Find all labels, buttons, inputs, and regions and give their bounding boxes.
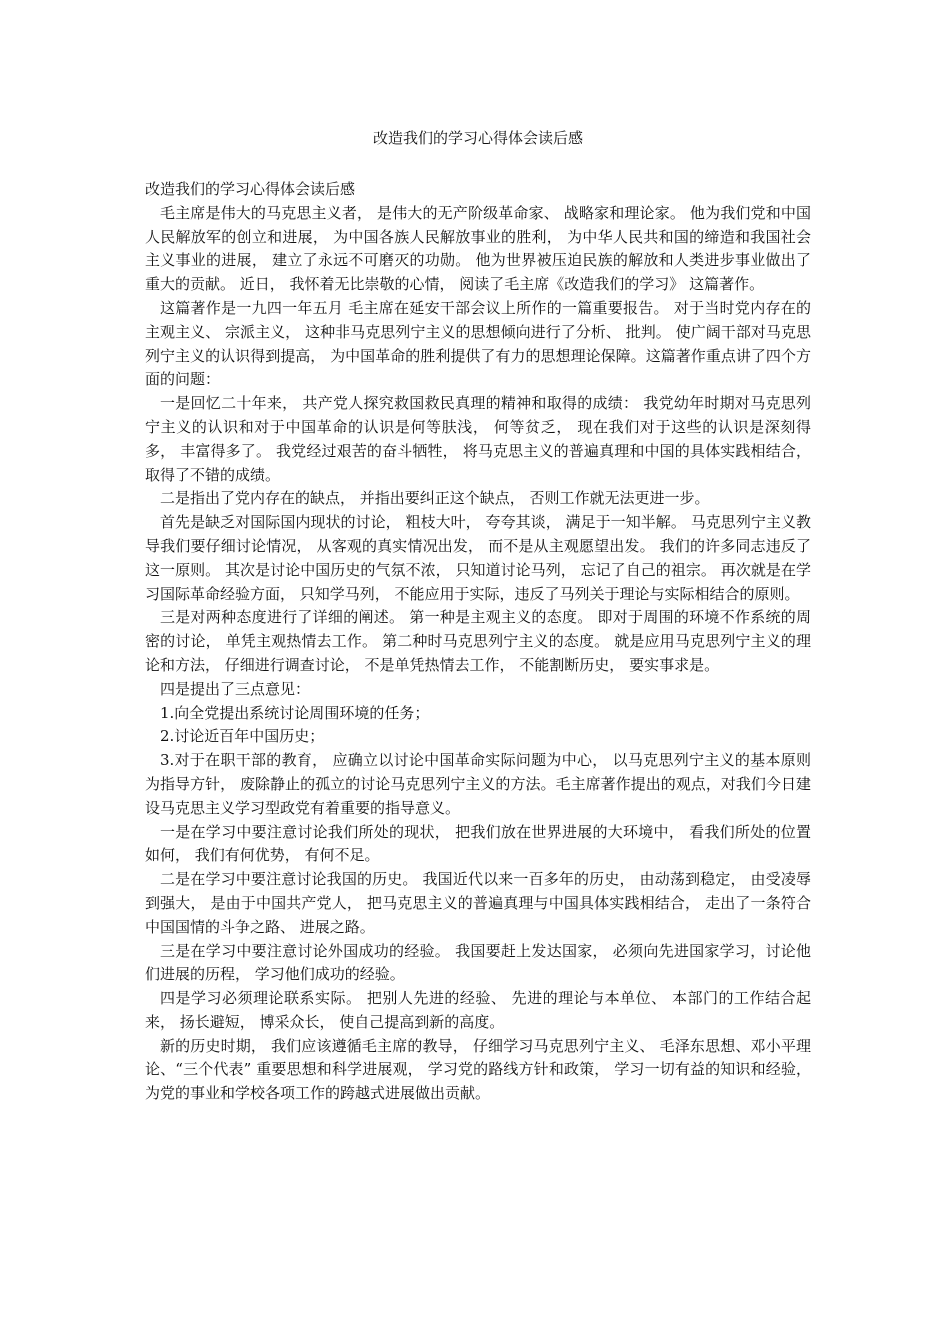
- paragraph: 新的历史时期， 我们应该遵循毛主席的教导， 仔细学习马克思列宁主义、 毛泽东思想、邓小平理论、“三个代表” 重要思想和科学进展观， 学习党的路线方针和政策， 学习一切有益的知识和经验， 为党的事业和学校各项工作的跨越式进展做出贡献。: [145, 1036, 811, 1103]
- list-item: 1.向全党提出系统讨论周围环境的任务；: [160, 703, 430, 722]
- paragraph: 首先是缺乏对国际国内现状的讨论， 粗枝大叶， 夸夸其谈， 满足于一知半解。 马克思列宁主义教导我们要仔细讨论情况， 从客观的真实情况出发， 而不是从主观愿望出发。 我们的许多同志违反了这一原则。 其次是讨论中国历史的气氛不浓， 只知道讨论马列， 忘记了自己的祖宗。 再次就是在学习国际革命经验方面， 只知学马列， 不能应用于实际，违反了马列关于理论与实际相结合的原则。: [145, 513, 811, 603]
- paragraph: 四是学习必须理论联系实际。 把别人先进的经验、 先进的理论与本单位、 本部门的工作结合起来， 扬长避短， 博采众长， 使自己提高到新的高度。: [145, 989, 811, 1031]
- paragraph: 毛主席是伟大的马克思主义者， 是伟大的无产阶级革命家、 战略家和理论家。 他为我们党和中国人民解放军的创立和进展， 为中国各族人民解放事业的胜利， 为中华人民共和国的缔造和我国社会主义事业的进展， 建立了永远不可磨灭的功勋。 他为世界被压迫民族的解放和人类进步事业做出了重大的贡献。 近日， 我怀着无比崇敬的心情， 阅读了毛主席《改造我们的学习》 这篇著作。: [145, 203, 811, 294]
- paragraph: 二是在学习中要注意讨论我国的历史。 我国近代以来一百多年的历史， 由动荡到稳定， 由受凌辱到强大， 是由于中国共产党人， 把马克思主义的普遍真理与中国具体实践相结合， 走出了一条符合中国国情的斗争之路、 进展之路。: [145, 870, 811, 936]
- list-item: 3.对于在职干部的教育， 应确立以讨论中国革命实际问题为中心， 以马克思列宁主义的基本原则为指导方针， 废除静止的孤立的讨论马克思列宁主义的方法。毛主席著作提出的观点，对我们今日建设马克思主义学习型政党有着重要的指导意义。: [145, 751, 811, 817]
- document-subtitle: 改造我们的学习心得体会读后感: [145, 180, 356, 198]
- paragraph: 二是指出了党内存在的缺点， 并指出要纠正这个缺点， 否则工作就无法更进一步。: [160, 489, 710, 508]
- paragraph: 一是回忆二十年来， 共产党人探究救国救民真理的精神和取得的成绩： 我党幼年时期对马克思列宁主义的认识和对于中国革命的认识是何等肤浅， 何等贫乏， 现在我们对于这些的认识是深刻得多， 丰富得多了。 我党经过艰苦的奋斗牺牲， 将马克思主义的普遍真理和中国的具体实践相结合， 取得了不错的成绩。: [145, 394, 811, 484]
- paragraph: 四是提出了三点意见：: [160, 679, 311, 698]
- document-page: [145, 128, 811, 1106]
- document-body: [145, 202, 811, 1106]
- paragraph: 三是在学习中要注意讨论外国成功的经验。 我国要赶上发达国家， 必须向先进国家学习，讨论他们进展的历程， 学习他们成功的经验。: [145, 941, 811, 984]
- document-title: 改造我们的学习心得体会读后感: [372, 129, 583, 147]
- list-item: 2.讨论近百年中国历史；: [160, 727, 325, 746]
- paragraph: 一是在学习中要注意讨论我们所处的现状， 把我们放在世界进展的大环境中， 看我们所处的位置如何， 我们有何优势， 有何不足。: [145, 822, 811, 865]
- paragraph: 三是对两种态度进行了详细的阐述。 第一种是主观主义的态度。 即对于周围的环境不作系统的周密的讨论， 单凭主观热情去工作。 第二种时马克思列宁主义的态度。 就是应用马克思列宁主义的理论和方法， 仔细进行调查讨论， 不是单凭热情去工作， 不能割断历史， 要实事求是。: [145, 608, 811, 674]
- paragraph: 这篇著作是一九四一年五月 毛主席在延安干部会议上所作的一篇重要报告。 对于当时党内存在的主观主义、 宗派主义， 这种非马克思列宁主义的思想倾向进行了分析、 批判。 使广阔干部对马克思列宁主义的认识得到提高， 为中国革命的胜利提供了有力的思想理论保障。这篇著作重点讲了四个方面的问题：: [145, 298, 811, 389]
